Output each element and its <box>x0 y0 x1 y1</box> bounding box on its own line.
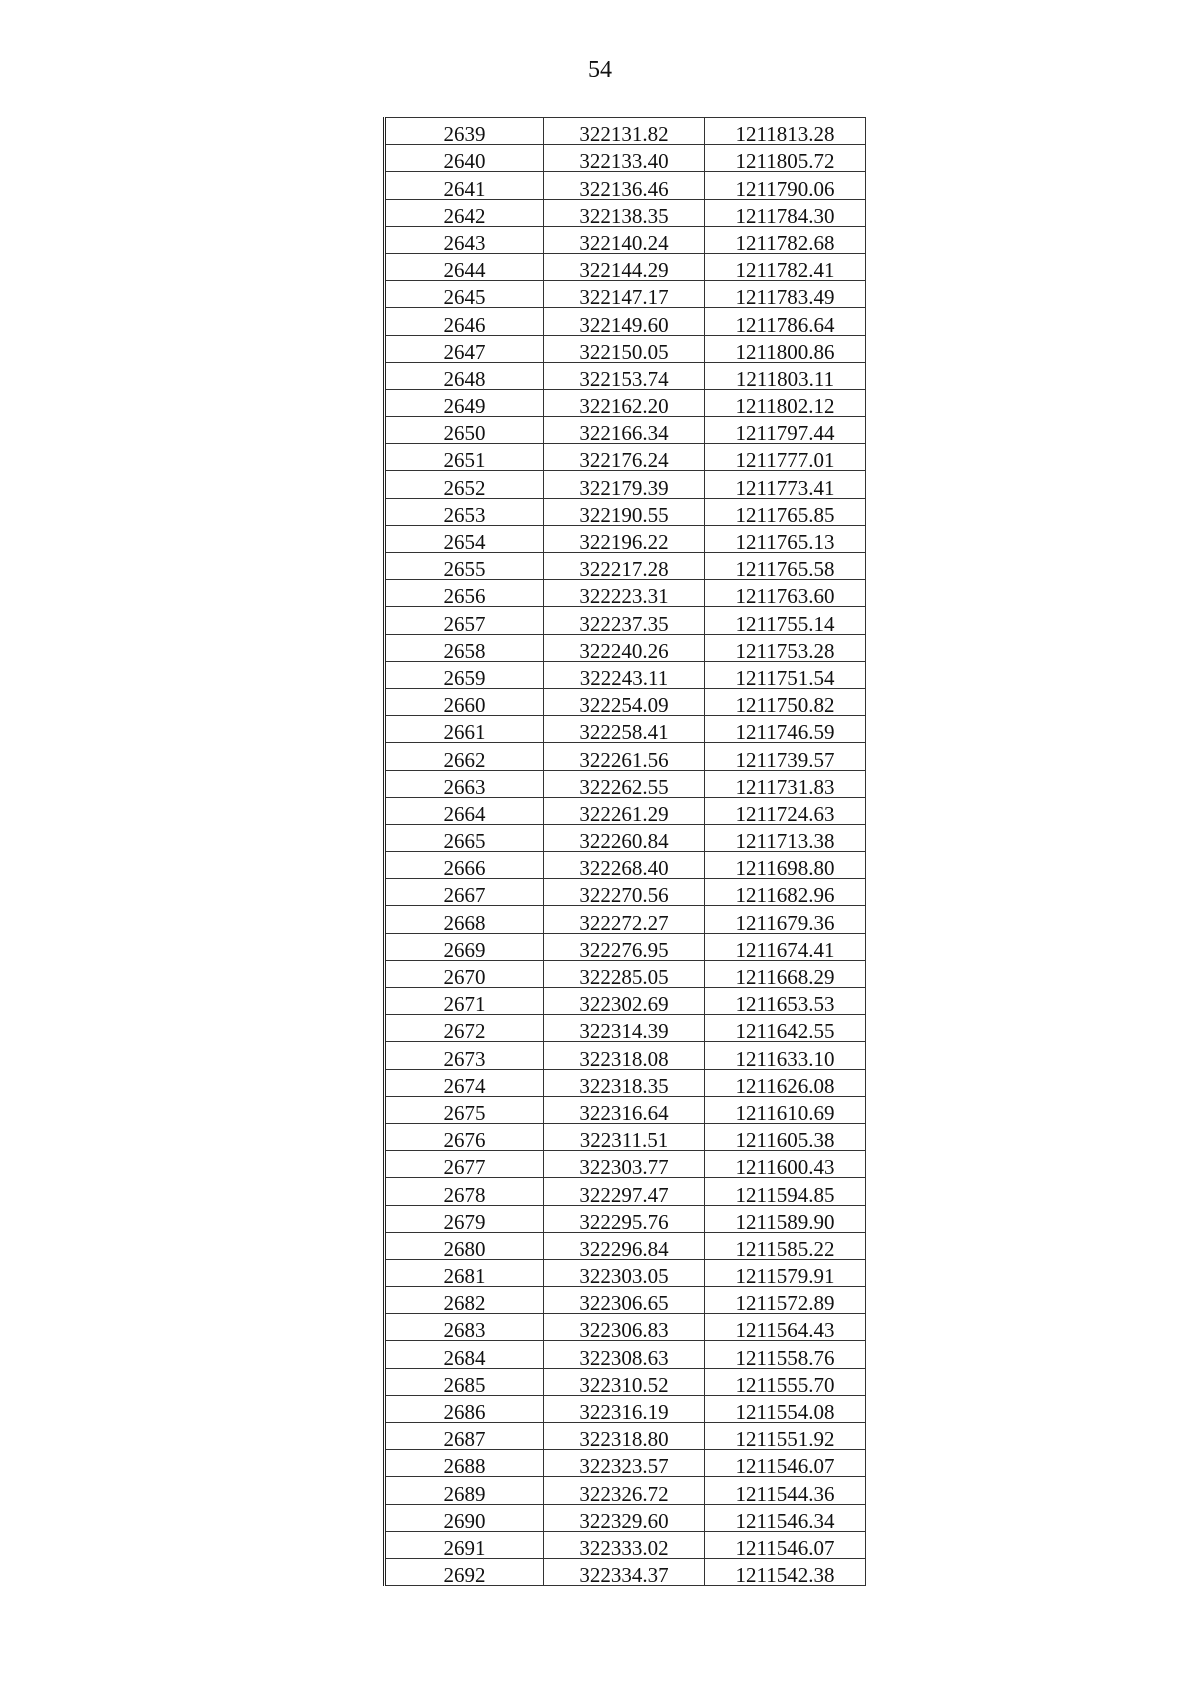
x-coordinate-cell: 322303.77 <box>544 1151 705 1178</box>
page-number: 54 <box>588 57 612 83</box>
y-coordinate-cell: 1211585.22 <box>705 1232 866 1259</box>
x-coordinate-cell: 322261.29 <box>544 797 705 824</box>
table-row <box>385 362 866 389</box>
point-number-cell: 2641 <box>385 172 544 199</box>
coordinates-table-body <box>385 118 866 1586</box>
table-row <box>385 1368 866 1395</box>
point-number-cell: 2642 <box>385 199 544 226</box>
point-number-cell: 2648 <box>385 362 544 389</box>
table-row <box>385 743 866 770</box>
point-number-cell: 2662 <box>385 743 544 770</box>
table-row <box>385 634 866 661</box>
x-coordinate-cell: 322131.82 <box>544 118 705 145</box>
y-coordinate-cell: 1211572.89 <box>705 1287 866 1314</box>
x-coordinate-cell: 322318.35 <box>544 1069 705 1096</box>
x-coordinate-cell: 322262.55 <box>544 770 705 797</box>
point-number-cell: 2664 <box>385 797 544 824</box>
table-row <box>385 1504 866 1531</box>
y-coordinate-cell: 1211546.07 <box>705 1531 866 1558</box>
x-coordinate-cell: 322272.27 <box>544 906 705 933</box>
point-number-cell: 2663 <box>385 770 544 797</box>
table-row <box>385 1314 866 1341</box>
point-number-cell: 2684 <box>385 1341 544 1368</box>
x-coordinate-cell: 322306.65 <box>544 1287 705 1314</box>
table-row <box>385 607 866 634</box>
table-row <box>385 145 866 172</box>
point-number-cell: 2677 <box>385 1151 544 1178</box>
table-row <box>385 824 866 851</box>
y-coordinate-cell: 1211642.55 <box>705 1015 866 1042</box>
point-number-cell: 2660 <box>385 688 544 715</box>
point-number-cell: 2649 <box>385 389 544 416</box>
y-coordinate-cell: 1211589.90 <box>705 1205 866 1232</box>
y-coordinate-cell: 1211542.38 <box>705 1558 866 1585</box>
y-coordinate-cell: 1211739.57 <box>705 743 866 770</box>
x-coordinate-cell: 322276.95 <box>544 933 705 960</box>
y-coordinate-cell: 1211600.43 <box>705 1151 866 1178</box>
coordinates-table <box>383 117 866 1586</box>
point-number-cell: 2644 <box>385 253 544 280</box>
y-coordinate-cell: 1211731.83 <box>705 770 866 797</box>
point-number-cell: 2674 <box>385 1069 544 1096</box>
y-coordinate-cell: 1211679.36 <box>705 906 866 933</box>
point-number-cell: 2689 <box>385 1477 544 1504</box>
table-row <box>385 226 866 253</box>
y-coordinate-cell: 1211554.08 <box>705 1395 866 1422</box>
table-row <box>385 1123 866 1150</box>
point-number-cell: 2670 <box>385 960 544 987</box>
point-number-cell: 2681 <box>385 1259 544 1286</box>
x-coordinate-cell: 322326.72 <box>544 1477 705 1504</box>
table-row <box>385 879 866 906</box>
y-coordinate-cell: 1211626.08 <box>705 1069 866 1096</box>
point-number-cell: 2647 <box>385 335 544 362</box>
x-coordinate-cell: 322296.84 <box>544 1232 705 1259</box>
x-coordinate-cell: 322147.17 <box>544 281 705 308</box>
y-coordinate-cell: 1211765.85 <box>705 498 866 525</box>
y-coordinate-cell: 1211544.36 <box>705 1477 866 1504</box>
point-number-cell: 2683 <box>385 1314 544 1341</box>
point-number-cell: 2659 <box>385 661 544 688</box>
x-coordinate-cell: 322302.69 <box>544 988 705 1015</box>
point-number-cell: 2669 <box>385 933 544 960</box>
table-row <box>385 797 866 824</box>
y-coordinate-cell: 1211765.58 <box>705 553 866 580</box>
table-row <box>385 988 866 1015</box>
point-number-cell: 2675 <box>385 1096 544 1123</box>
point-number-cell: 2680 <box>385 1232 544 1259</box>
table-row <box>385 1558 866 1585</box>
point-number-cell: 2666 <box>385 852 544 879</box>
y-coordinate-cell: 1211674.41 <box>705 933 866 960</box>
y-coordinate-cell: 1211802.12 <box>705 389 866 416</box>
point-number-cell: 2657 <box>385 607 544 634</box>
x-coordinate-cell: 322150.05 <box>544 335 705 362</box>
table-row <box>385 661 866 688</box>
table-row <box>385 498 866 525</box>
table-row <box>385 1395 866 1422</box>
x-coordinate-cell: 322318.08 <box>544 1042 705 1069</box>
x-coordinate-cell: 322190.55 <box>544 498 705 525</box>
y-coordinate-cell: 1211633.10 <box>705 1042 866 1069</box>
table-row <box>385 1042 866 1069</box>
x-coordinate-cell: 322258.41 <box>544 716 705 743</box>
x-coordinate-cell: 322285.05 <box>544 960 705 987</box>
table-row <box>385 716 866 743</box>
point-number-cell: 2667 <box>385 879 544 906</box>
point-number-cell: 2682 <box>385 1287 544 1314</box>
x-coordinate-cell: 322295.76 <box>544 1205 705 1232</box>
table-row <box>385 118 866 145</box>
y-coordinate-cell: 1211783.49 <box>705 281 866 308</box>
table-row <box>385 1096 866 1123</box>
y-coordinate-cell: 1211753.28 <box>705 634 866 661</box>
x-coordinate-cell: 322303.05 <box>544 1259 705 1286</box>
x-coordinate-cell: 322260.84 <box>544 824 705 851</box>
table-row <box>385 553 866 580</box>
y-coordinate-cell: 1211555.70 <box>705 1368 866 1395</box>
x-coordinate-cell: 322237.35 <box>544 607 705 634</box>
table-row <box>385 1341 866 1368</box>
x-coordinate-cell: 322240.26 <box>544 634 705 661</box>
x-coordinate-cell: 322329.60 <box>544 1504 705 1531</box>
table-row <box>385 417 866 444</box>
x-coordinate-cell: 322149.60 <box>544 308 705 335</box>
y-coordinate-cell: 1211579.91 <box>705 1259 866 1286</box>
y-coordinate-cell: 1211605.38 <box>705 1123 866 1150</box>
x-coordinate-cell: 322261.56 <box>544 743 705 770</box>
y-coordinate-cell: 1211713.38 <box>705 824 866 851</box>
x-coordinate-cell: 322138.35 <box>544 199 705 226</box>
x-coordinate-cell: 322166.34 <box>544 417 705 444</box>
table-row <box>385 1232 866 1259</box>
y-coordinate-cell: 1211746.59 <box>705 716 866 743</box>
x-coordinate-cell: 322318.80 <box>544 1423 705 1450</box>
point-number-cell: 2673 <box>385 1042 544 1069</box>
table-row <box>385 1069 866 1096</box>
table-row <box>385 960 866 987</box>
point-number-cell: 2686 <box>385 1395 544 1422</box>
table-row <box>385 308 866 335</box>
x-coordinate-cell: 322179.39 <box>544 471 705 498</box>
point-number-cell: 2658 <box>385 634 544 661</box>
x-coordinate-cell: 322268.40 <box>544 852 705 879</box>
y-coordinate-cell: 1211750.82 <box>705 688 866 715</box>
table-row <box>385 580 866 607</box>
point-number-cell: 2691 <box>385 1531 544 1558</box>
x-coordinate-cell: 322223.31 <box>544 580 705 607</box>
y-coordinate-cell: 1211797.44 <box>705 417 866 444</box>
y-coordinate-cell: 1211546.34 <box>705 1504 866 1531</box>
x-coordinate-cell: 322144.29 <box>544 253 705 280</box>
x-coordinate-cell: 322136.46 <box>544 172 705 199</box>
x-coordinate-cell: 322334.37 <box>544 1558 705 1585</box>
table-row <box>385 525 866 552</box>
table-row <box>385 933 866 960</box>
x-coordinate-cell: 322176.24 <box>544 444 705 471</box>
y-coordinate-cell: 1211668.29 <box>705 960 866 987</box>
table-row <box>385 906 866 933</box>
x-coordinate-cell: 322323.57 <box>544 1450 705 1477</box>
y-coordinate-cell: 1211698.80 <box>705 852 866 879</box>
point-number-cell: 2671 <box>385 988 544 1015</box>
point-number-cell: 2678 <box>385 1178 544 1205</box>
y-coordinate-cell: 1211777.01 <box>705 444 866 471</box>
table-row <box>385 253 866 280</box>
point-number-cell: 2645 <box>385 281 544 308</box>
y-coordinate-cell: 1211813.28 <box>705 118 866 145</box>
y-coordinate-cell: 1211751.54 <box>705 661 866 688</box>
x-coordinate-cell: 322306.83 <box>544 1314 705 1341</box>
point-number-cell: 2687 <box>385 1423 544 1450</box>
point-number-cell: 2656 <box>385 580 544 607</box>
point-number-cell: 2685 <box>385 1368 544 1395</box>
table-row <box>385 281 866 308</box>
point-number-cell: 2668 <box>385 906 544 933</box>
y-coordinate-cell: 1211682.96 <box>705 879 866 906</box>
y-coordinate-cell: 1211653.53 <box>705 988 866 1015</box>
x-coordinate-cell: 322333.02 <box>544 1531 705 1558</box>
point-number-cell: 2692 <box>385 1558 544 1585</box>
point-number-cell: 2639 <box>385 118 544 145</box>
y-coordinate-cell: 1211782.68 <box>705 226 866 253</box>
x-coordinate-cell: 322140.24 <box>544 226 705 253</box>
point-number-cell: 2653 <box>385 498 544 525</box>
x-coordinate-cell: 322217.28 <box>544 553 705 580</box>
y-coordinate-cell: 1211784.30 <box>705 199 866 226</box>
point-number-cell: 2690 <box>385 1504 544 1531</box>
y-coordinate-cell: 1211564.43 <box>705 1314 866 1341</box>
x-coordinate-cell: 322162.20 <box>544 389 705 416</box>
point-number-cell: 2679 <box>385 1205 544 1232</box>
table-row <box>385 1151 866 1178</box>
point-number-cell: 2640 <box>385 145 544 172</box>
table-row <box>385 770 866 797</box>
table-row <box>385 1477 866 1504</box>
point-number-cell: 2643 <box>385 226 544 253</box>
point-number-cell: 2655 <box>385 553 544 580</box>
table-row <box>385 1450 866 1477</box>
table-row <box>385 444 866 471</box>
table-row <box>385 335 866 362</box>
point-number-cell: 2650 <box>385 417 544 444</box>
table-row <box>385 1205 866 1232</box>
y-coordinate-cell: 1211803.11 <box>705 362 866 389</box>
x-coordinate-cell: 322243.11 <box>544 661 705 688</box>
point-number-cell: 2672 <box>385 1015 544 1042</box>
point-number-cell: 2676 <box>385 1123 544 1150</box>
x-coordinate-cell: 322297.47 <box>544 1178 705 1205</box>
x-coordinate-cell: 322308.63 <box>544 1341 705 1368</box>
table-row <box>385 1259 866 1286</box>
y-coordinate-cell: 1211790.06 <box>705 172 866 199</box>
y-coordinate-cell: 1211610.69 <box>705 1096 866 1123</box>
y-coordinate-cell: 1211763.60 <box>705 580 866 607</box>
y-coordinate-cell: 1211782.41 <box>705 253 866 280</box>
y-coordinate-cell: 1211724.63 <box>705 797 866 824</box>
y-coordinate-cell: 1211551.92 <box>705 1423 866 1450</box>
y-coordinate-cell: 1211594.85 <box>705 1178 866 1205</box>
table-row <box>385 471 866 498</box>
x-coordinate-cell: 322316.19 <box>544 1395 705 1422</box>
y-coordinate-cell: 1211558.76 <box>705 1341 866 1368</box>
x-coordinate-cell: 322270.56 <box>544 879 705 906</box>
table-row <box>385 1015 866 1042</box>
point-number-cell: 2688 <box>385 1450 544 1477</box>
point-number-cell: 2665 <box>385 824 544 851</box>
x-coordinate-cell: 322310.52 <box>544 1368 705 1395</box>
x-coordinate-cell: 322311.51 <box>544 1123 705 1150</box>
x-coordinate-cell: 322314.39 <box>544 1015 705 1042</box>
table-row <box>385 199 866 226</box>
point-number-cell: 2652 <box>385 471 544 498</box>
y-coordinate-cell: 1211773.41 <box>705 471 866 498</box>
point-number-cell: 2654 <box>385 525 544 552</box>
table-row <box>385 852 866 879</box>
point-number-cell: 2661 <box>385 716 544 743</box>
table-row <box>385 1287 866 1314</box>
table-row <box>385 1178 866 1205</box>
x-coordinate-cell: 322196.22 <box>544 525 705 552</box>
y-coordinate-cell: 1211546.07 <box>705 1450 866 1477</box>
table-row <box>385 172 866 199</box>
x-coordinate-cell: 322316.64 <box>544 1096 705 1123</box>
table-row <box>385 389 866 416</box>
x-coordinate-cell: 322133.40 <box>544 145 705 172</box>
y-coordinate-cell: 1211765.13 <box>705 525 866 552</box>
y-coordinate-cell: 1211800.86 <box>705 335 866 362</box>
table-row <box>385 1423 866 1450</box>
point-number-cell: 2651 <box>385 444 544 471</box>
y-coordinate-cell: 1211755.14 <box>705 607 866 634</box>
x-coordinate-cell: 322153.74 <box>544 362 705 389</box>
table-row <box>385 688 866 715</box>
y-coordinate-cell: 1211805.72 <box>705 145 866 172</box>
x-coordinate-cell: 322254.09 <box>544 688 705 715</box>
point-number-cell: 2646 <box>385 308 544 335</box>
y-coordinate-cell: 1211786.64 <box>705 308 866 335</box>
table-row <box>385 1531 866 1558</box>
